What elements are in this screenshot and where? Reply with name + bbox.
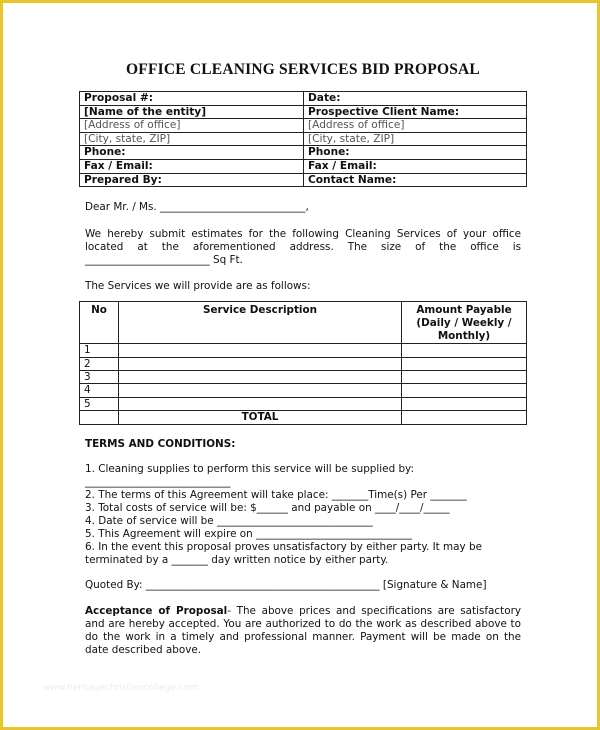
services-intro: The Services we will provide are as follows:: [85, 280, 311, 293]
info-cell-right: Fax / Email:: [304, 159, 527, 173]
document-title: OFFICE CLEANING SERVICES BID PROPOSAL: [126, 61, 480, 78]
row-number: 1: [80, 344, 119, 357]
intro-paragraph: We hereby submit estimates for the following Cleaning Services of your office located at the aforementioned address. The size of the office is ________________________ Sq Ft.: [85, 228, 521, 267]
table-row: [80, 344, 527, 357]
info-cell-left: [City, state, ZIP]: [80, 132, 304, 146]
services-table: [79, 301, 527, 424]
amount-cell: [402, 344, 527, 357]
info-row: [80, 146, 527, 160]
info-cell-left: Prepared By:: [80, 173, 304, 187]
amount-cell: [402, 370, 527, 383]
service-description-cell: [119, 397, 402, 410]
service-description-cell: [119, 370, 402, 383]
salutation: Dear Mr. / Ms. ____________________________,: [85, 201, 309, 214]
info-cell-right: [Address of office]: [304, 119, 527, 133]
terms-list: [79, 463, 527, 567]
row-number: 2: [80, 357, 119, 370]
col-header-no: No: [80, 302, 119, 344]
term-item: 3. Total costs of service will be: $______ and payable on ____/____/_____: [85, 501, 450, 514]
info-cell-right: Date:: [304, 92, 527, 106]
info-cell-left: Proposal #:: [80, 92, 304, 106]
table-row: [80, 384, 527, 397]
info-row: [80, 92, 527, 106]
info-cell-left: [Name of the entity]: [80, 105, 304, 119]
acceptance-label: Acceptance of Proposal: [85, 604, 228, 617]
acceptance-paragraph: [79, 605, 527, 657]
table-row: [80, 357, 527, 370]
table-row: [80, 370, 527, 383]
total-row: [80, 411, 527, 424]
info-row: [80, 105, 527, 119]
document-page: [79, 55, 527, 657]
row-number: 3: [80, 370, 119, 383]
table-row: [80, 397, 527, 410]
quoted-by-line: Quoted By: _____________________________________________ [Signature & Name]: [85, 578, 487, 591]
info-row: [80, 159, 527, 173]
info-cell-left: Fax / Email:: [80, 159, 304, 173]
term-item: 5. This Agreement will expire on ______________________________: [85, 527, 412, 540]
total-label: TOTAL: [119, 411, 402, 424]
term-item: 1. Cleaning supplies to perform this service will be supplied by: ____________________________: [85, 462, 414, 488]
amount-cell: [402, 384, 527, 397]
term-item: 2. The terms of this Agreement will take place: _______Time(s) Per _______: [85, 488, 467, 501]
service-description-cell: [119, 357, 402, 370]
amount-cell: [402, 397, 527, 410]
info-cell-left: Phone:: [80, 146, 304, 160]
col-header-description: Service Description: [119, 302, 402, 344]
col-header-amount: Amount Payable (Daily / Weekly / Monthly): [402, 302, 527, 344]
info-row: [80, 132, 527, 146]
amount-cell: [402, 357, 527, 370]
term-item: 6. In the event this proposal proves unsatisfactory by either party. It may be terminated by a _______ day written notice by either party.: [85, 540, 482, 566]
info-cell-right: Contact Name:: [304, 173, 527, 187]
row-number: 5: [80, 397, 119, 410]
row-number: 4: [80, 384, 119, 397]
info-row: [80, 173, 527, 187]
terms-heading: TERMS AND CONDITIONS:: [85, 437, 236, 450]
service-description-cell: [119, 384, 402, 397]
info-cell-left: [Address of office]: [80, 119, 304, 133]
info-row: [80, 119, 527, 133]
term-item: 4. Date of service will be ______________________________: [85, 514, 373, 527]
info-cell-right: Phone:: [304, 146, 527, 160]
info-cell-right: [City, state, ZIP]: [304, 132, 527, 146]
proposal-info-table: [79, 91, 527, 187]
service-description-cell: [119, 344, 402, 357]
watermark: www.heritagechristiancollege.com: [43, 683, 198, 693]
info-cell-right: Prospective Client Name:: [304, 105, 527, 119]
acceptance-text: - The above prices and specifications are satisfactory and are hereby accepted. You are authorized to do the work as described above to do the work in a timely and professional manner. Payment will be made on the date described above.: [85, 604, 521, 656]
